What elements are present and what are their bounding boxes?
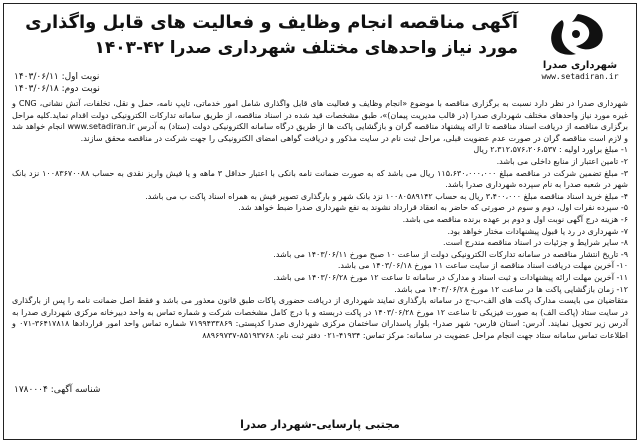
sadra-municipality-logo-icon [532,10,628,72]
logo-text: شهرداری صدرا [542,60,618,71]
intro-paragraph: شهرداری صدرا در نظر دارد نسبت به برگزاری مناقصه با موضوع «انجام وظایف و فعالیت های قابل واگذاری شامل امور خدماتی، تایپ نامه، حمل و نقل، تخلفات، آتش نشانی، CNG و غیره مورد نیاز واحدهای مختلف شهرداری صدرا (در قالب مدیریت پیمان)»، طبق مشخصات قید شده در اسناد مناقصه، از طریق سامانه تدارکات الکترونیکی دولت اقدام نماید.کلیه مراحل برگزاری مناقصه از دریافت اسناد مناقصه تا ارائه پیشنهاد مناقصه گران و بازگشایی پاکت ها از طریق درگاه سامانه الکترونیکی دولت (ستاد) به آدرس www.setadiran.ir انجام خواهد شد و لازم است مناقصه گران در صورت عدم عضویت قبلی، مراحل ثبت نام در سایت مذکور و دریافت گواهی امضای الکترونیکی را جهت شرکت در مناقصه محقق سازند. [12,99,628,143]
closing-paragraph: متقاضیان می بایست مدارک پاکت های الف-ب-ج در سامانه بارگذاری نمایند شهرداری از دریافت حضوری پاکات طبق قانون معذور می باشد و فقط اصل ضمانت نامه را پس از بارگذاری در سایت ستاد (پاکت الف) به صورت فیزیکی تا ساعت ۱۲ مورخ ۱۴۰۳/۰۶/۲۸ در پاکت دربسته و با درج کامل مشخصات شرکت و شماره تماس به واحد دبیرخانه مرکزی شهرداری صدرا به آدرس زیر تحویل نمایند. آدرس: استان فارس- شهر صدرا- بلوار پاسداران ساختمان مرکزی شهرداری صدرا کدپستی: ۷۱۹۹۴۳۳۸۶۹ شماره تماس واحد امور قراردادها ۳۶۴۱۷۸۱۸-۰۷۱ و اطلاعات تماس سامانه ستاد جهت انجام مراحل عضویت در سامانه: مرکز تماس: ۴۱۹۳۴-۰۲۱ دفتر ثبت نام: ۸۵۱۹۳۷۶۸-۸۸۹۶۹۷۳۷ [12,296,628,340]
condition-item: ۲- تامین اعتبار از منابع داخلی می باشد. [496,156,628,166]
condition-item: ۸- سایر شرایط و جزئیات در اسناد مناقصه مندرج است. [442,238,628,248]
ad-body [12,98,628,341]
condition-item: ۱- مبلغ براورد اولیه : ۲،۳۱۲،۵۷۶،۲۰۶،۵۳۷ ریال [473,145,628,155]
condition-item: ۱۲- زمان بازگشایی پاکت ها در ساعت ۱۲ مورخ ۱۴۰۳/۰۶/۲۸ می باشد. [394,284,628,294]
ad-identifier: شناسه آگهی: ۱۷۸۰۰۰۴ [14,385,101,395]
condition-item: ۷- شهرداری در رد یا قبول پیشنهادات مختار خواهد بود. [447,226,628,236]
first-publication-date: نوبت اول: ۱۴۰۳/۰۶/۱۱ [14,72,100,82]
condition-item: ۱۰- آخرین مهلت دریافت اسناد مناقصه از سایت ساعت ۱۱ مورخ ۱۴۰۳/۰۶/۱۸ می باشد. [337,261,628,271]
ad-frame [3,3,637,440]
condition-item: ۶- هزینه درج آگهی نوبت اول و دوم بر عهده برنده مناقصه می باشد. [402,214,628,224]
second-publication-date: نوبت دوم: ۱۴۰۳/۰۶/۱۸ [14,84,100,94]
condition-item: ۵- سپرده نفرات اول، دوم و سوم در صورتی که حاضر به انعقاد قرارداد نشوند به نفع شهرداری صدرا ضبط خواهد شد. [238,203,628,213]
ad-title-line2: مورد نیاز واحدهای مختلف شهرداری صدرا ۴۲-۱۴۰۳ [94,38,518,58]
condition-item: ۱۱- آخرین مهلت ارائه پیشنهادات و ثبت اسناد و مدارک در سامانه تا ساعت ۱۲ مورخ ۱۴۰۳/۰۶/۲۸ می باشد. [273,272,628,282]
ad-title-line1: آگهی مناقصه انجام وظایف و فعالیت های قابل واگذاری [25,12,518,33]
condition-item: ۳- مبلغ تضمین شرکت در مناقصه مبلغ ۱۱۵،۶۳۰،۰۰۰،۰۰۰ ریال می باشد که به صورت ضمانت نامه بانکی با اعتبار حداقل ۳ ماهه و یا فیش واریز نقدی به حساب ۱۰۰۸۳۶۷۰۰۸۸ نزد بانک شهر در شعبه صدرا به نام سپرده شهرداری صدرا باشد. [12,168,628,190]
logo-website: www.setadiran.ir [541,72,619,81]
condition-item: ۴- مبلغ خرید اسناد مناقصه مبلغ ۳،۴۰۰،۰۰۰ ریال به حساب ۱۰۰۸۰۵۸۹۱۴۲ نزد بانک شهر و بارگذاری تصویر فیش به همراه اسناد پاکت ب می باشد. [145,191,628,201]
condition-item: ۹- تاریخ انتشار مناقصه در سامانه تدارکات الکترونیکی دولت از ساعت ۱۰ صبح مورخ ۱۴۰۳/۰۶/۱۱ می باشد. [273,249,628,259]
conditions-list [12,144,628,295]
signature-line: مجتبی پارسایی-شهردار صدرا [240,418,400,431]
